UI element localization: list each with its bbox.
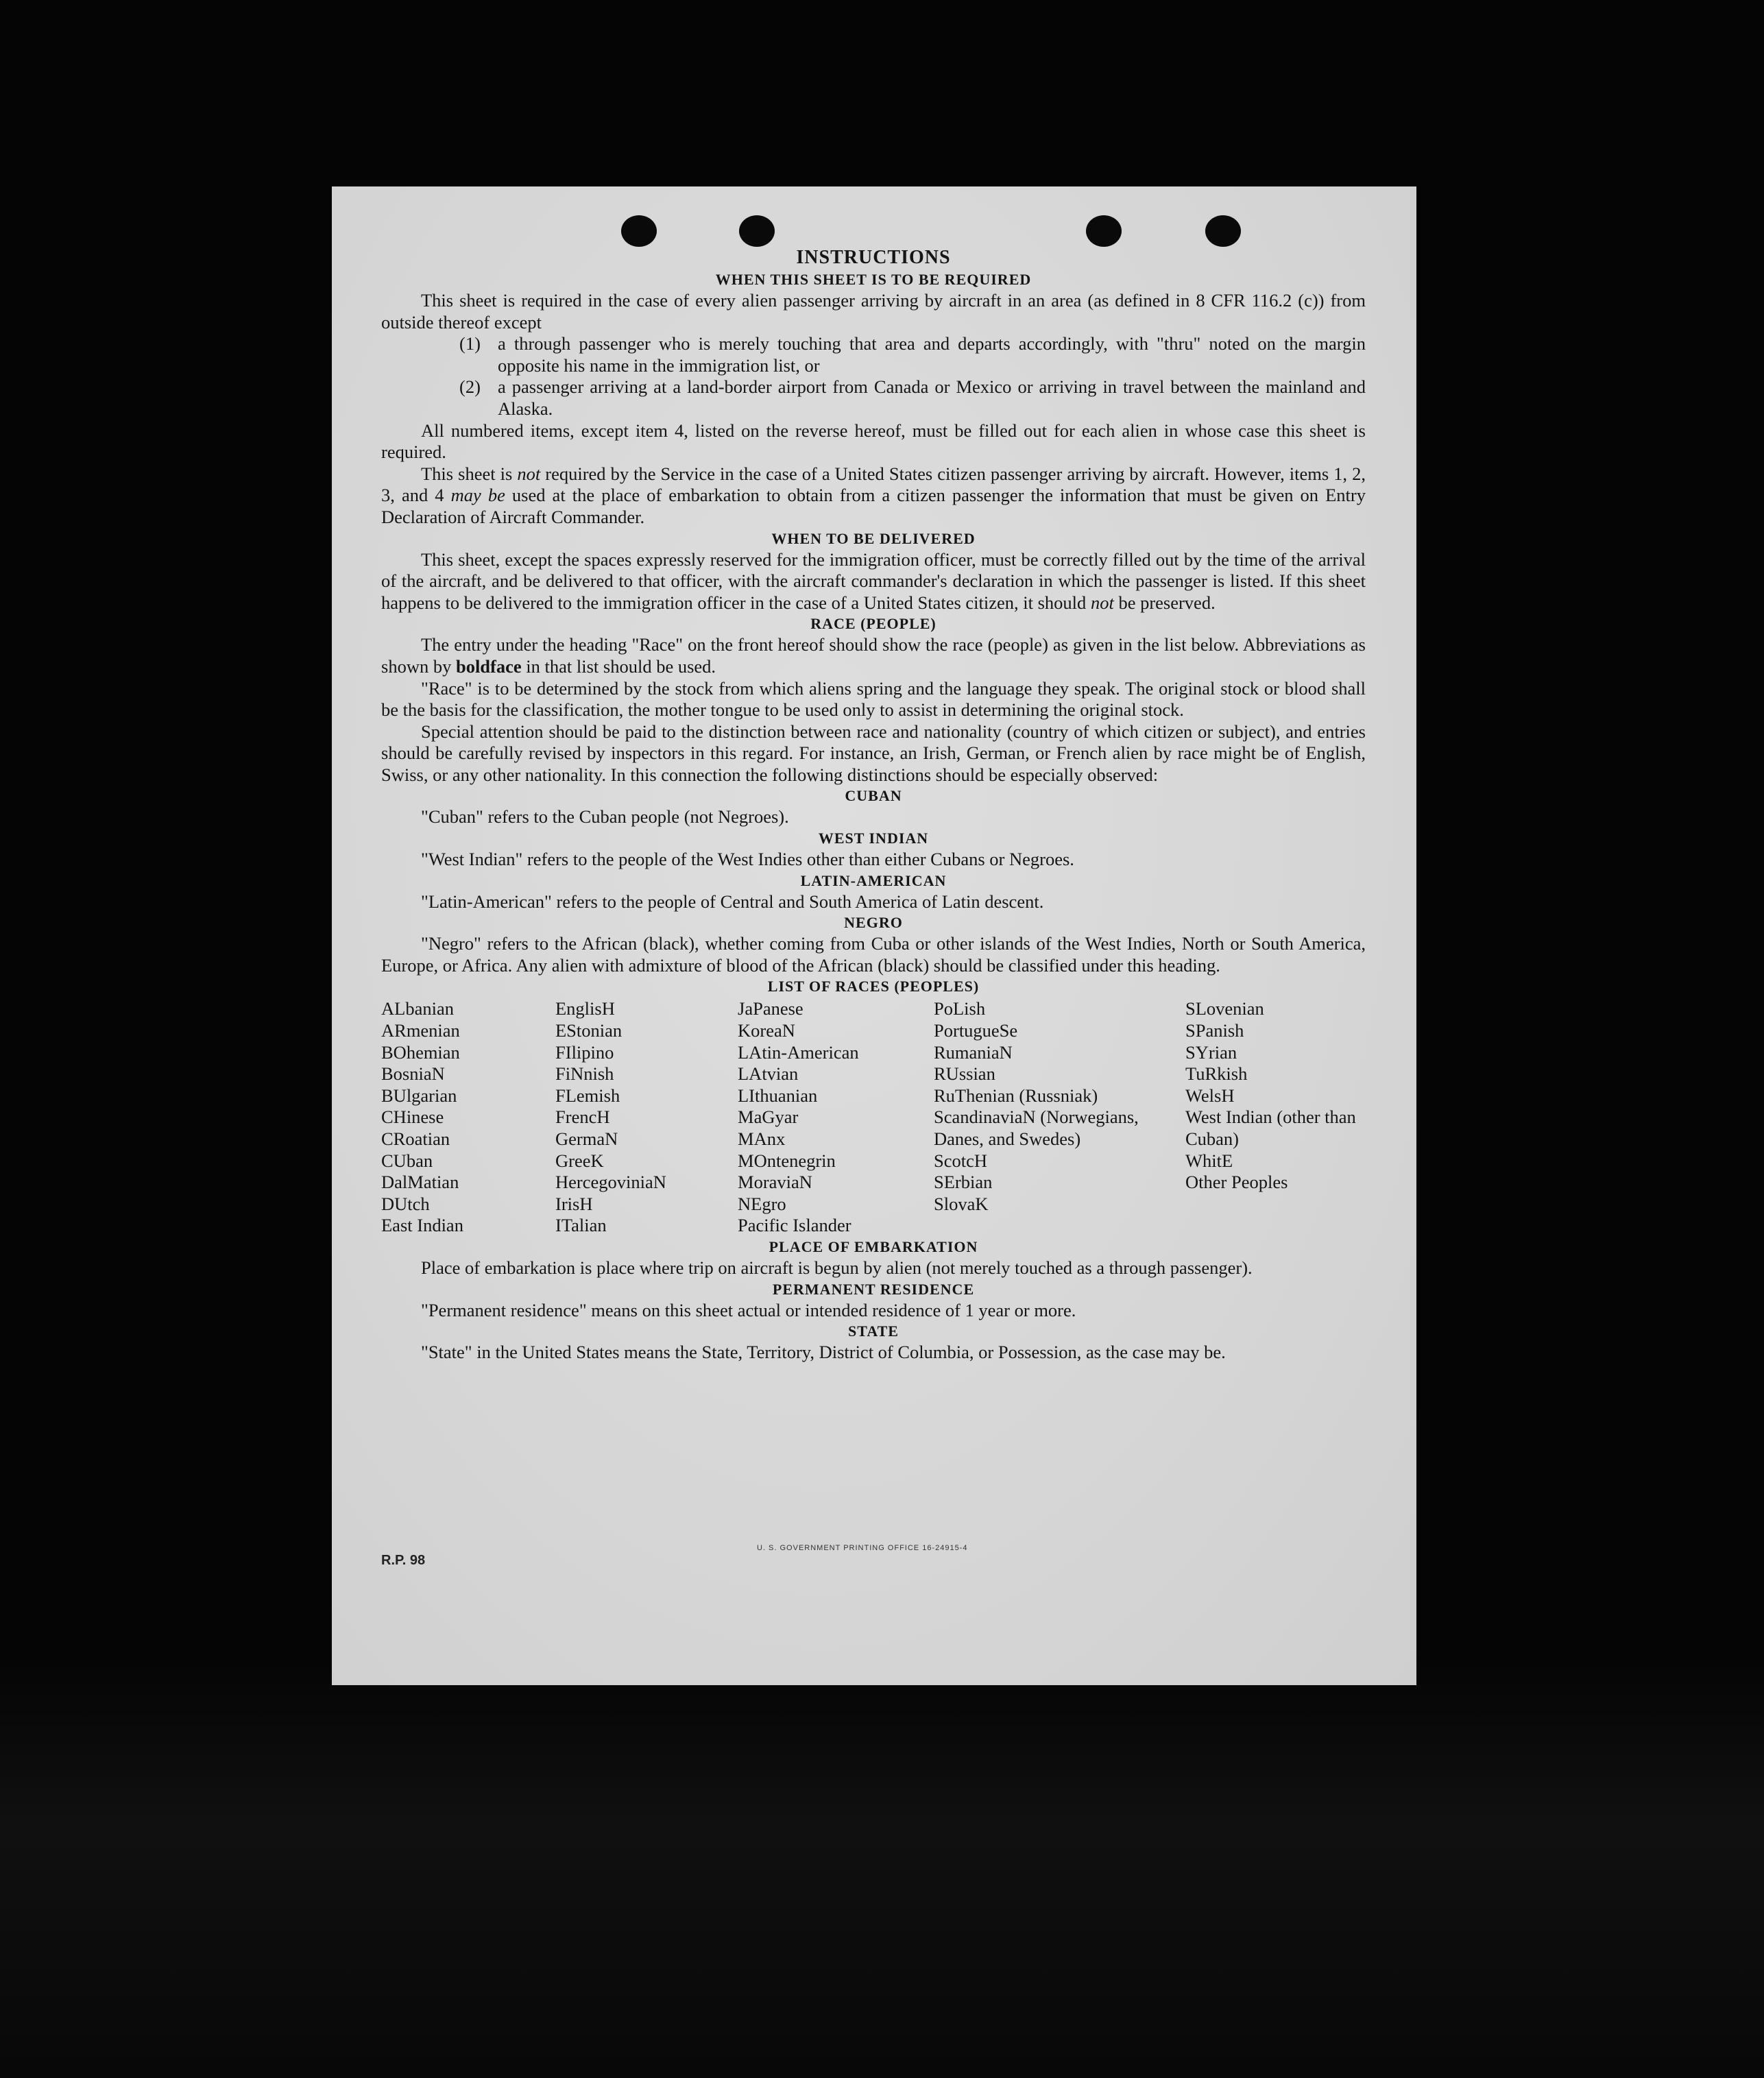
- race-entry: MOntenegrin: [738, 1150, 836, 1171]
- list-item: [459, 376, 1366, 420]
- race-entry: ScandinaviaN (Norwegians, Danes, and Swedes): [934, 1107, 1139, 1149]
- instructions-body: [381, 246, 1366, 1364]
- heading-place-of-embarkation: PLACE OF EMBARKATION: [769, 1237, 978, 1255]
- race-entry: IrisH: [555, 1193, 593, 1214]
- emphasis: not: [517, 463, 541, 484]
- paragraph: [381, 549, 1366, 614]
- paragraph: [381, 463, 1366, 529]
- race-entry: MaGyar: [738, 1107, 799, 1128]
- punch-hole: [1086, 215, 1122, 247]
- race-entry: FiNnish: [555, 1063, 614, 1085]
- race-entry: MAnx: [738, 1128, 786, 1149]
- race-entry: PortugueSe: [934, 1020, 1018, 1041]
- page-title: INSTRUCTIONS: [796, 247, 951, 268]
- heading-latin-american: LATIN-AMERICAN: [800, 871, 947, 889]
- race-entry: JaPanese: [738, 998, 804, 1019]
- race-entry: BOhemian: [381, 1041, 460, 1063]
- race-entry: Other Peoples: [1185, 1172, 1288, 1193]
- heading-list-of-races: LIST OF RACES (PEOPLES): [767, 978, 980, 995]
- punch-hole: [1205, 215, 1241, 247]
- item-text: a through passenger who is merely touching that area and departs accordingly, with "thru" noted on the margin opposite his name in the immigration list, or: [498, 333, 1366, 376]
- race-column: [381, 998, 555, 1237]
- paragraph: "State" in the United States means the State, Territory, District of Columbia, or Possession, as the case may be.: [421, 1342, 1226, 1363]
- paragraph: "Cuban" refers to the Cuban people (not Negroes).: [421, 806, 789, 827]
- heading-when-delivered: WHEN TO BE DELIVERED: [771, 529, 976, 547]
- race-list: [381, 998, 1366, 1237]
- race-entry: DUtch: [381, 1193, 430, 1214]
- race-entry: RumaniaN: [934, 1041, 1013, 1063]
- race-entry: CUban: [381, 1150, 433, 1171]
- heading-when-required: WHEN THIS SHEET IS TO BE REQUIRED: [715, 271, 1032, 288]
- printer-imprint: U. S. GOVERNMENT PRINTING OFFICE 16-24915-4: [757, 1544, 968, 1552]
- scan-background: [0, 1659, 1764, 2078]
- race-entry: LIthuanian: [738, 1085, 818, 1106]
- race-entry: CRoatian: [381, 1128, 450, 1149]
- emphasis: not: [1090, 592, 1114, 613]
- race-entry: EStonian: [555, 1020, 623, 1041]
- race-column: [555, 998, 738, 1237]
- form-code: R.P. 98: [381, 1553, 426, 1568]
- heading-cuban: CUBAN: [845, 787, 902, 805]
- race-entry: SLovenian: [1185, 998, 1264, 1019]
- race-entry: ARmenian: [381, 1020, 460, 1041]
- text-run: The entry under the heading "Race" on the front hereof should show the race (people) as given in the list below. Abbreviations as shown by: [381, 634, 1366, 677]
- item-number: (2): [459, 376, 481, 398]
- race-entry: FIlipino: [555, 1041, 614, 1063]
- race-entry: ScotcH: [934, 1150, 988, 1171]
- race-entry: East Indian: [381, 1215, 463, 1236]
- list-item: [459, 333, 1366, 376]
- paragraph: "Negro" refers to the African (black), whether coming from Cuba or other islands of the West Indies, North or South America, Europe, or Africa. Any alien with admixture of blood of the African (black) should be classified under this heading.: [381, 933, 1366, 976]
- race-entry: DalMatian: [381, 1172, 459, 1193]
- race-entry: CHinese: [381, 1107, 444, 1128]
- race-entry: KoreaN: [738, 1020, 795, 1041]
- paragraph: [381, 634, 1366, 677]
- race-entry: TuRkish: [1185, 1063, 1248, 1085]
- document-page: [332, 186, 1416, 1685]
- race-column: [1185, 998, 1365, 1237]
- text-run: be preserved.: [1113, 592, 1216, 613]
- race-entry: RUssian: [934, 1063, 995, 1085]
- race-entry: GreeK: [555, 1150, 604, 1171]
- race-entry: RuThenian (Russniak): [934, 1085, 1098, 1106]
- bold-run: boldface: [455, 655, 522, 677]
- paragraph: This sheet is required in the case of every alien passenger arriving by aircraft in an area (as defined in 8 CFR 116.2 (c)) from outside thereof except: [381, 290, 1366, 333]
- race-entry: FLemish: [555, 1085, 620, 1106]
- race-entry: SlovaK: [934, 1193, 989, 1214]
- race-entry: ITalian: [555, 1215, 607, 1236]
- race-entry: FrencH: [555, 1107, 610, 1128]
- race-entry: SErbian: [934, 1172, 993, 1193]
- text-run: This sheet, except the spaces expressly reserved for the immigration officer, must be correctly filled out by the time of the arrival of the aircraft, and be delivered to that officer, with the aircraft commander's declaration in which the passenger is listed. If this sheet happens to be delivered to the immigration officer in the case of a United States citizen, it should: [381, 548, 1366, 613]
- paragraph: "West Indian" refers to the people of the West Indies other than either Cubans or Negroes.: [421, 849, 1074, 870]
- paragraph: Place of embarkation is place where trip on aircraft is begun by alien (not merely touched as a through passenger).: [421, 1257, 1253, 1278]
- heading-west-indian: WEST INDIAN: [818, 830, 929, 847]
- race-entry: Pacific Islander: [738, 1215, 851, 1236]
- paragraph: "Race" is to be determined by the stock from which aliens spring and the language they speak. The original stock or blood shall be the basis for the classification, the mother tongue to be used only to assist in determining the original stock.: [381, 677, 1366, 721]
- race-entry: PoLish: [934, 998, 986, 1019]
- paragraph: "Permanent residence" means on this sheet actual or intended residence of 1 year or more.: [421, 1299, 1076, 1320]
- heading-negro: NEGRO: [844, 914, 903, 932]
- heading-state: STATE: [848, 1322, 899, 1340]
- race-entry: NEgro: [738, 1193, 786, 1214]
- item-text: a passenger arriving at a land-border airport from Canada or Mexico or arriving in travel between the mainland and Alaska.: [498, 376, 1366, 419]
- paragraph: "Latin-American" refers to the people of Central and South America of Latin descent.: [421, 891, 1044, 912]
- race-column: [738, 998, 934, 1237]
- race-column: [934, 998, 1185, 1237]
- item-number: (1): [459, 333, 481, 354]
- race-entry: SPanish: [1185, 1020, 1244, 1041]
- race-entry: LAtin-American: [738, 1041, 859, 1063]
- heading-race: RACE (PEOPLE): [810, 615, 937, 633]
- race-entry: LAtvian: [738, 1063, 799, 1085]
- text-run: in that list should be used.: [521, 655, 716, 677]
- race-entry: SYrian: [1185, 1041, 1237, 1063]
- text-run: used at the place of embarkation to obtain from a citizen passenger the information that must be given on Entry Declaration of Aircraft Commander.: [381, 485, 1366, 527]
- race-entry: MoraviaN: [738, 1172, 812, 1193]
- race-entry: HercegoviniaN: [555, 1172, 666, 1193]
- race-entry: WhitE: [1185, 1150, 1233, 1171]
- race-entry: BUlgarian: [381, 1085, 457, 1106]
- text-run: required by the Service in the case of a United States citizen passenger arriving by aircraft. However, items 1, 2, 3, and 4: [381, 463, 1366, 506]
- punch-hole: [621, 215, 657, 247]
- paragraph: All numbered items, except item 4, listed on the reverse hereof, must be filled out for each alien in whose case this sheet is required.: [381, 420, 1366, 463]
- punch-hole: [739, 215, 775, 247]
- race-entry: ALbanian: [381, 998, 454, 1019]
- race-entry: GermaN: [555, 1128, 618, 1149]
- heading-permanent-residence: PERMANENT RESIDENCE: [772, 1280, 975, 1298]
- race-entry: West Indian (other than Cuban): [1185, 1107, 1356, 1149]
- emphasis: may be: [450, 485, 505, 506]
- text-run: This sheet is: [421, 463, 518, 484]
- race-entry: BosniaN: [381, 1063, 445, 1085]
- race-entry: EnglisH: [555, 998, 615, 1019]
- paragraph: Special attention should be paid to the distinction between race and nationality (country of which citizen or subject), and entries should be carefully revised by inspectors in this regard. For instance, an Irish, German, or French alien by race might be of English, Swiss, or any other nationality. In this connection the following distinctions should be especially observed:: [381, 721, 1366, 785]
- race-entry: WelsH: [1185, 1085, 1235, 1106]
